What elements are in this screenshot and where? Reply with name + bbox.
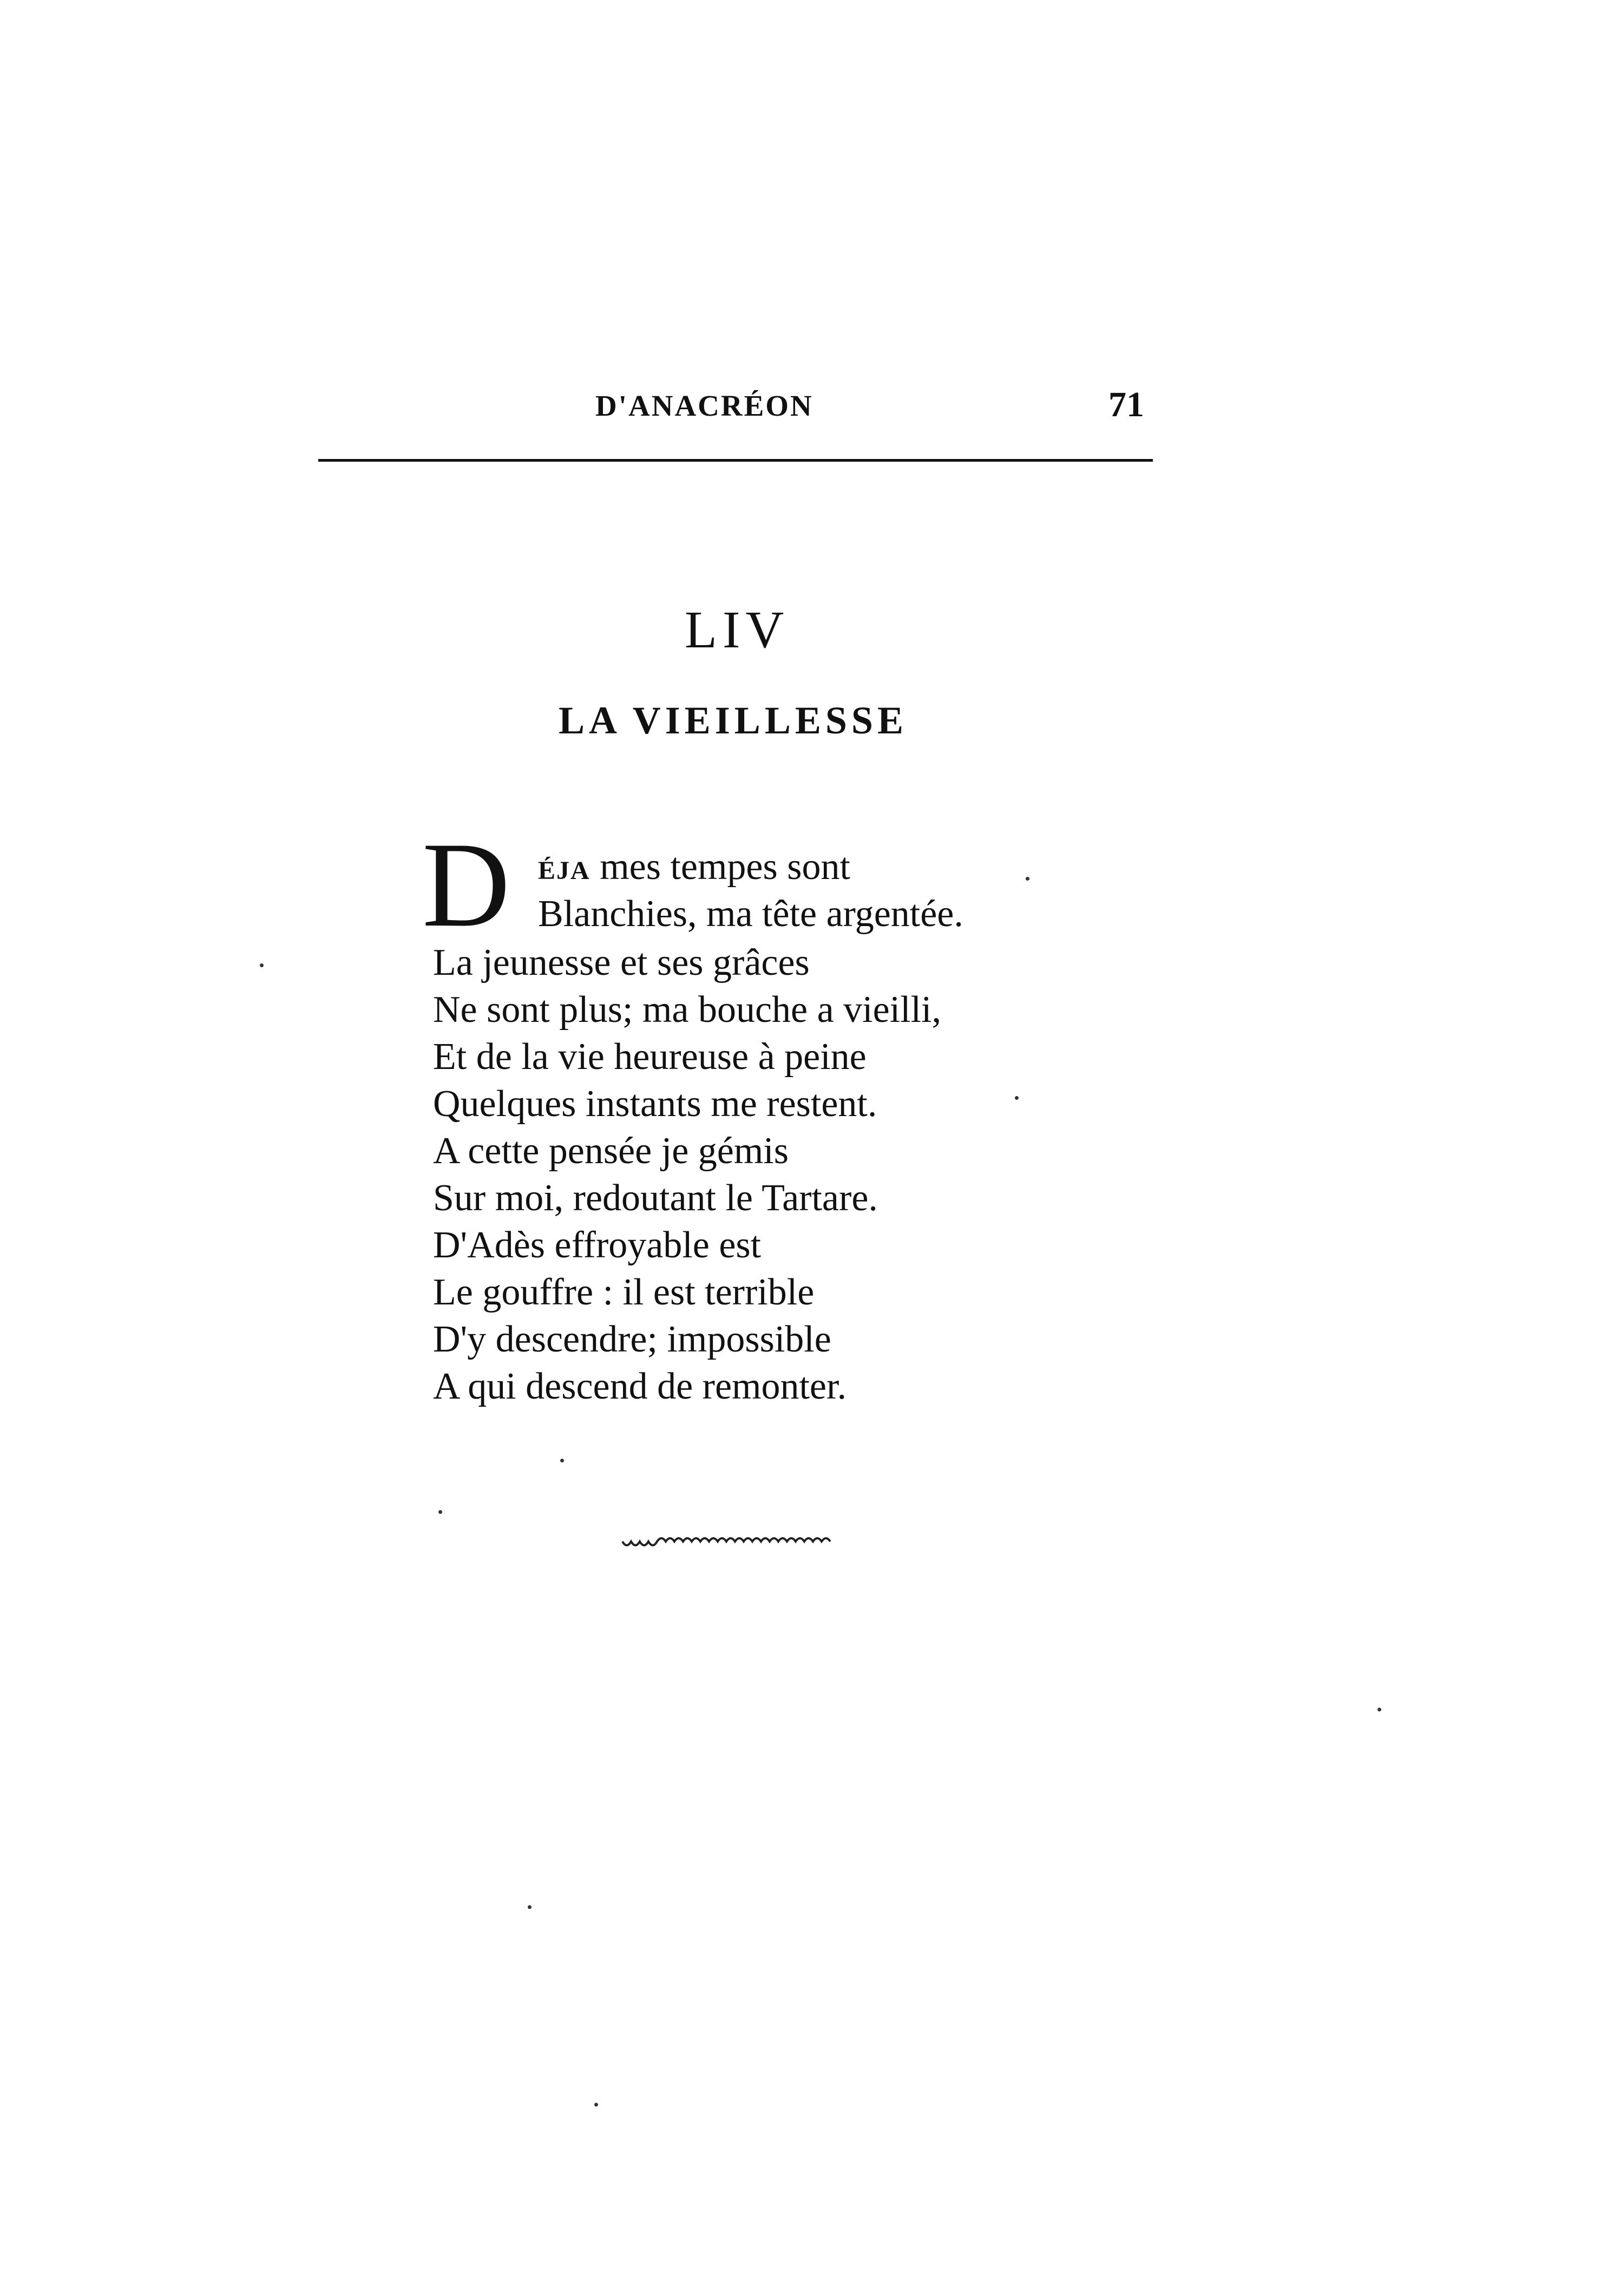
poem-line-second: Blanchies, ma tête argentée. — [538, 893, 963, 935]
poem-title: LA VIEILLESSE — [559, 699, 908, 742]
running-header-title: D'ANACRÉON — [595, 389, 813, 422]
poem-line-first — [538, 843, 850, 895]
paper-speck — [528, 1905, 532, 1909]
header-rule — [318, 459, 1153, 462]
poem-line: Quelques instants me restent. — [433, 1083, 877, 1125]
poem-line: Ne sont plus; ma bouche a vieilli, — [433, 989, 941, 1031]
paper-speck — [260, 963, 264, 967]
poem-line: D'y descendre; impossible — [433, 1318, 831, 1360]
end-ornament — [621, 1536, 849, 1551]
poem-line: A cette pensée je gémis — [433, 1130, 789, 1172]
poem-line: La jeunesse et ses grâces — [433, 942, 810, 983]
paper-speck — [1026, 877, 1029, 881]
poem-line: D'Adès effroyable est — [433, 1224, 762, 1266]
drop-cap: D — [422, 817, 510, 952]
poem-line: Le gouffre : il est terrible — [433, 1271, 815, 1313]
paper-speck — [438, 1510, 442, 1514]
paper-speck — [560, 1459, 564, 1462]
first-line-text: mes tempes sont — [590, 846, 850, 888]
paper-speck — [594, 2103, 598, 2107]
poem-line: Sur moi, redoutant le Tartare. — [433, 1177, 878, 1219]
first-line-small-caps: ÉJA — [538, 856, 590, 885]
paper-speck — [1377, 1708, 1381, 1711]
poem-line: Et de la vie heureuse à peine — [433, 1036, 867, 1078]
page-number: 71 — [1108, 385, 1144, 424]
poem-lines — [433, 939, 941, 1410]
poem-number: LIV — [685, 601, 790, 659]
paper-speck — [1015, 1096, 1019, 1100]
poem-line: A qui descend de remonter. — [433, 1366, 847, 1407]
